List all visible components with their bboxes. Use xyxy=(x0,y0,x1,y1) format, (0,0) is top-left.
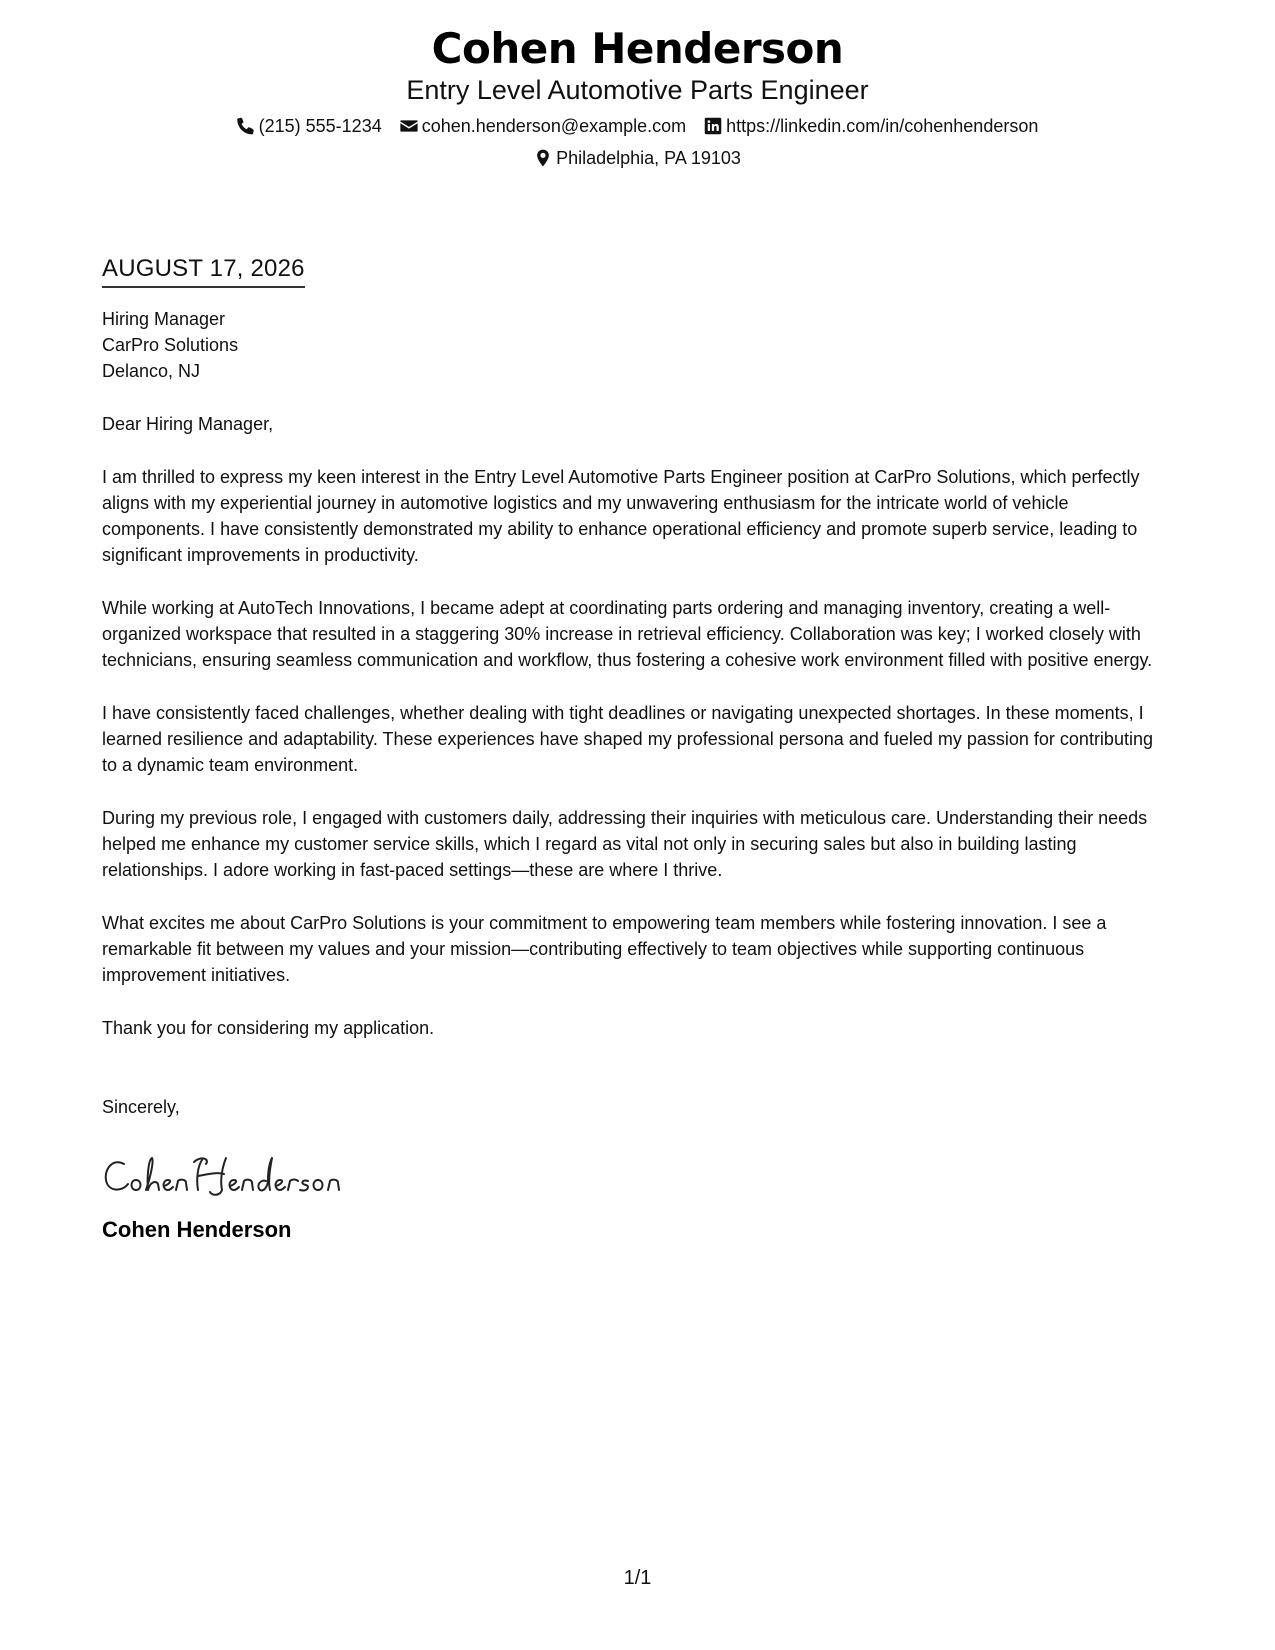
body-paragraph: While working at AutoTech Innovations, I became adept at coordinating parts ordering and managing inventory, creating a well-organized workspace that resulted in a staggering 30% increase in retrieval efficiency. Collaboration was key; I worked closely with technicians, ensuring seamless communication and workflow, thus fostering a cohesive work environment filled with positive energy. xyxy=(102,598,1153,670)
body-paragraph: Thank you for considering my application. xyxy=(102,1018,435,1038)
contact-location xyxy=(534,147,741,169)
letter-body xyxy=(102,254,1172,1244)
signer-name: Cohen Henderson xyxy=(102,1217,292,1242)
envelope-icon xyxy=(400,117,418,135)
body-paragraph: I have consistently faced challenges, whether dealing with tight deadlines or navigating unexpected shortages. In these moments, I learned resilience and adaptability. These experiences have shaped my professional persona and fueled my passion for contributing to a dynamic team environment. xyxy=(102,703,1153,775)
letter-date: AUGUST 17, 2026 xyxy=(102,254,305,288)
body-paragraph: I am thrilled to express my keen interest in the Entry Level Automotive Parts Engineer position at CarPro Solutions, which perfectly aligns with my experiential journey in automotive logistics and my unwavering enthusiasm for the intricate world of vehicle components. I have consistently demonstrated my ability to enhance operational efficiency and promote superb service, leading to significant improvements in productivity. xyxy=(102,467,1140,565)
job-title: Entry Level Automotive Parts Engineer xyxy=(406,75,869,105)
location-text: Philadelphia, PA 19103 xyxy=(556,148,741,168)
contact-row xyxy=(0,115,1275,137)
phone-text: (215) 555-1234 xyxy=(258,116,382,136)
body-paragraph: What excites me about CarPro Solutions is your commitment to empowering team members while fostering innovation. I see a remarkable fit between my values and your mission—contributing effectively to team objectives while supporting continuous improvement initiatives. xyxy=(102,913,1107,985)
page-number: 1/1 xyxy=(623,1567,652,1589)
linkedin-link[interactable]: https://linkedin.com/in/cohenhenderson xyxy=(726,116,1039,136)
contact-email[interactable] xyxy=(400,115,686,137)
contact-linkedin[interactable] xyxy=(704,115,1038,137)
salutation: Dear Hiring Manager, xyxy=(102,414,274,434)
contact-row-location xyxy=(0,147,1275,169)
recipient-block xyxy=(102,306,1172,384)
applicant-name: Cohen Henderson xyxy=(431,24,844,73)
closing: Sincerely, xyxy=(102,1097,180,1117)
linkedin-icon xyxy=(704,117,722,135)
phone-icon xyxy=(237,117,255,135)
contact-phone xyxy=(237,115,382,137)
body-paragraph: During my previous role, I engaged with customers daily, addressing their inquiries with meticulous care. Understanding their needs helped me enhance my customer service skills, which I regard as vital not only in securing sales but also in building lasting relationships. I adore working in fast-paced settings—these are where I thrive. xyxy=(102,808,1148,880)
recipient-line: Delanco, NJ xyxy=(102,361,201,381)
letter-header xyxy=(0,22,1275,169)
handwritten-signature xyxy=(102,1150,1172,1202)
email-link[interactable]: cohen.henderson@example.com xyxy=(421,116,687,136)
map-pin-icon xyxy=(534,149,552,167)
recipient-line: Hiring Manager xyxy=(102,309,226,329)
recipient-line: CarPro Solutions xyxy=(102,335,239,355)
